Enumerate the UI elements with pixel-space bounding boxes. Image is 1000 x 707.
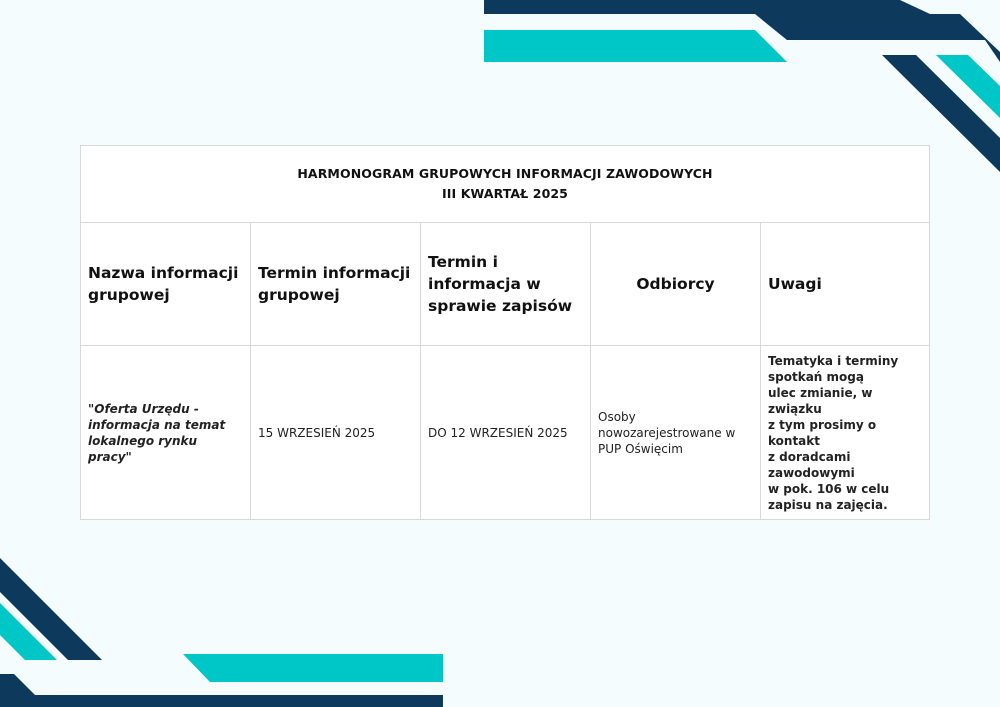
top-navy-bar bbox=[484, 0, 930, 14]
header-audience: Odbiorcy bbox=[591, 222, 761, 346]
bottom-teal-bar bbox=[183, 654, 443, 682]
cell-date: 15 WRZESIEŃ 2025 bbox=[251, 346, 421, 519]
cell-registration: DO 12 WRZESIEŃ 2025 bbox=[421, 346, 591, 519]
schedule-table bbox=[80, 145, 930, 520]
table-title bbox=[81, 146, 929, 223]
header-name: Nazwa informacji grupowej bbox=[81, 222, 251, 346]
table-grid bbox=[81, 222, 929, 519]
header-date: Termin informacji grupowej bbox=[251, 222, 421, 346]
top-teal-bar bbox=[484, 30, 787, 62]
title-line-2: III KWARTAŁ 2025 bbox=[442, 186, 568, 201]
cell-audience: Osoby nowozarejestrowane w PUP Oświęcim bbox=[591, 346, 761, 519]
title-line-1: HARMONOGRAM GRUPOWYCH INFORMACJI ZAWODOWYCH bbox=[297, 166, 713, 181]
header-notes: Uwagi bbox=[761, 222, 929, 346]
top-navy-band bbox=[755, 14, 1000, 62]
cell-notes: Tematyka i terminy spotkań mogą ulec zmianie, w związku z tym prosimy o kontakt z doradcami zawodowymi w pok. 106 w celu zapisu na zajęcia. bbox=[768, 353, 899, 512]
header-registration: Termin i informacja w sprawie zapisów bbox=[421, 222, 591, 346]
cell-name: "Oferta Urzędu - informacja na temat lokalnego rynku pracy" bbox=[81, 346, 251, 519]
